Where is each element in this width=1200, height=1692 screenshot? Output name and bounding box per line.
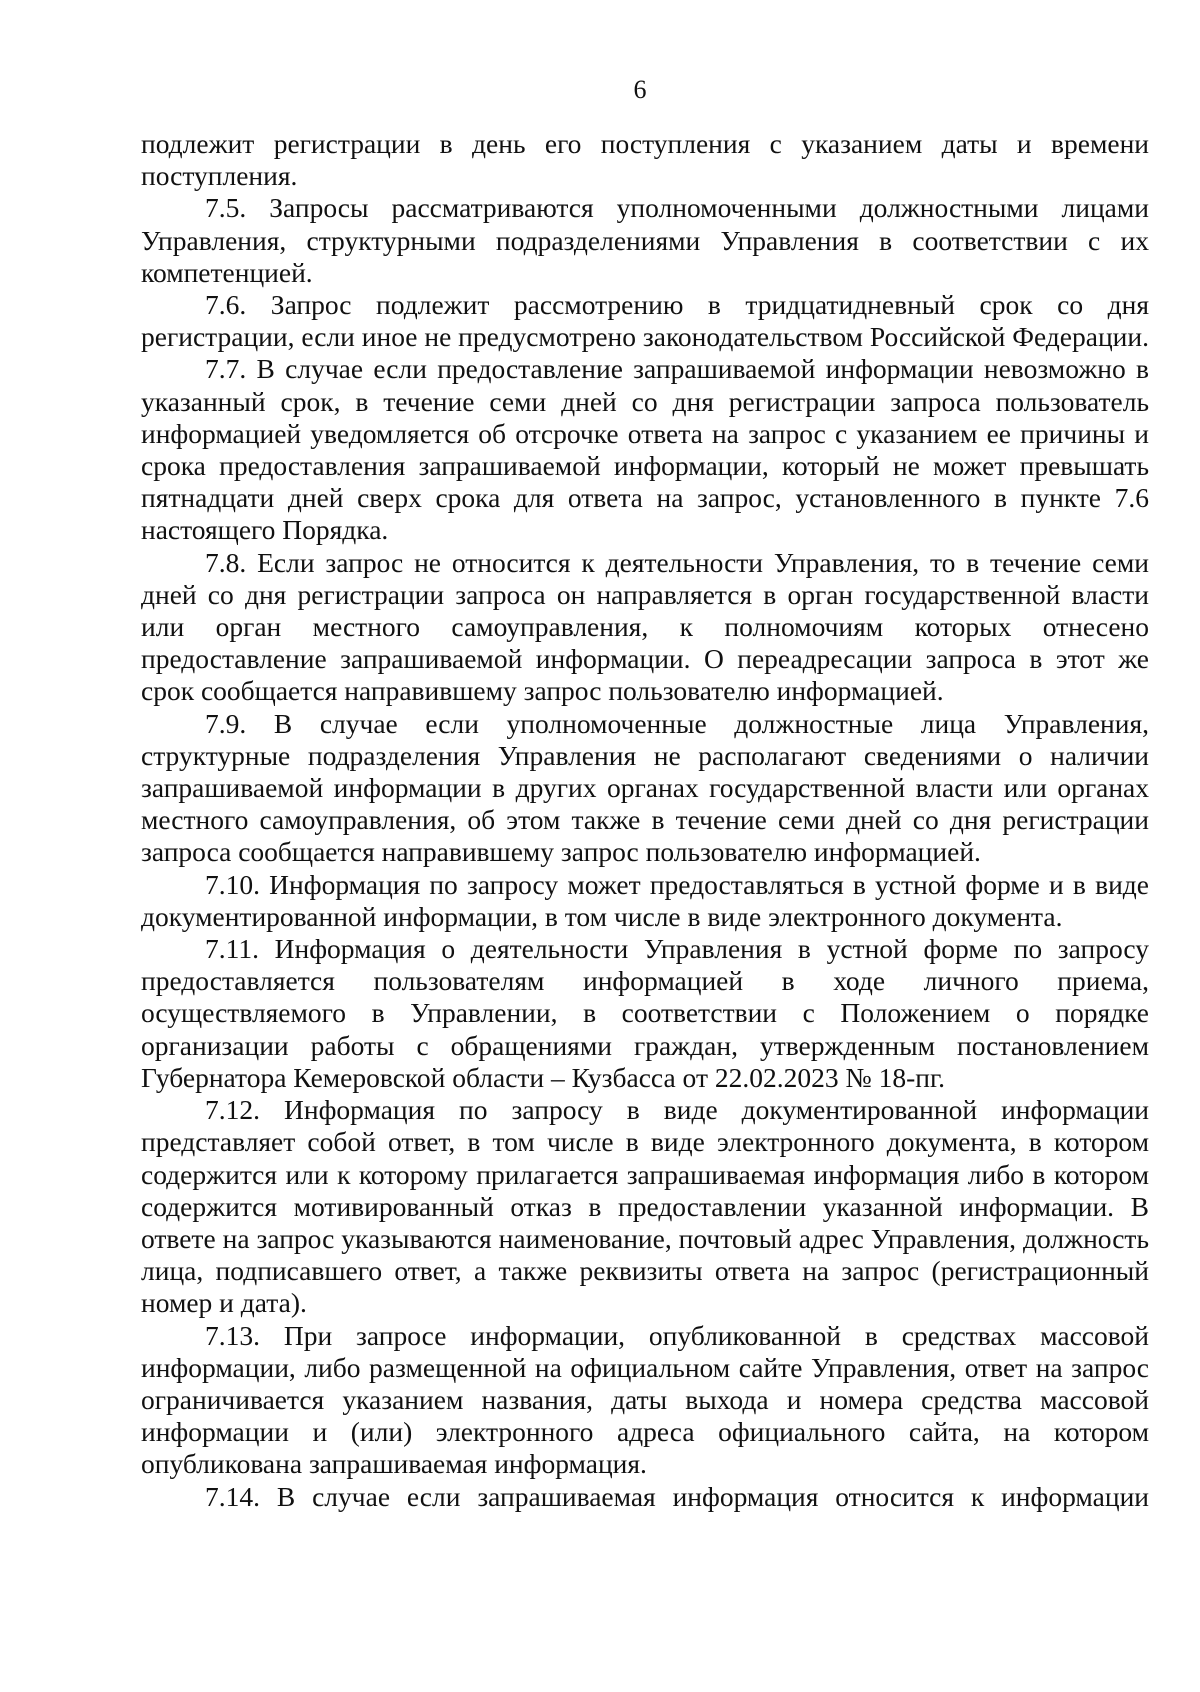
paragraph-7-10: 7.10. Информация по запросу может предоставляться в устной форме и в виде документированной информации, в том числе в виде электронного документа. [141,868,1149,932]
page-number: 6 [633,75,647,104]
paragraph-7-5: 7.5. Запросы рассматриваются уполномоченными должностными лицами Управления, структурными подразделениями Управления в соответствии с их компетенцией. [141,192,1149,288]
paragraph-7-6: 7.6. Запрос подлежит рассмотрению в тридцатидневный срок со дня регистрации, если иное не предусмотрено законодательством Российской Федерации. [141,289,1149,353]
body-text [141,128,1149,1513]
paragraph-continuation: подлежит регистрации в день его поступления с указанием даты и времени поступления. [141,128,1149,192]
paragraph-7-12: 7.12. Информация по запросу в виде документированной информации представляет собой ответ, в том числе в виде электронного документа, в котором содержится или к которому прилагается запрашиваемая информация либо в котором содержится мотивированный отказ в предоставлении указанной информации. В ответе на запрос указываются наименование, почтовый адрес Управления, должность лица, подписавшего ответ, а также реквизиты ответа на запрос (регистрационный номер и дата). [141,1094,1149,1319]
paragraph-7-11: 7.11. Информация о деятельности Управления в устной форме по запросу предоставляется пользователям информацией в ходе личного приема, осуществляемого в Управлении, в соответствии с Положением о порядке организации работы с обращениями граждан, утвержденным постановлением Губернатора Кемеровской области – Кузбасса от 22.02.2023 № 18-пг. [141,933,1149,1093]
paragraph-7-14: 7.14. В случае если запрашиваемая информация относится к информации [205,1480,1149,1512]
paragraph-7-9: 7.9. В случае если уполномоченные должностные лица Управления, структурные подразделения Управления не располагают сведениями о наличии запрашиваемой информации в других органах государственной власти или органах местного самоуправления, об этом также в течение семи дней со дня регистрации запроса сообщается направившему запрос пользователю информацией. [141,707,1149,868]
paragraph-7-13: 7.13. При запросе информации, опубликованной в средствах массовой информации, либо размещенной на официальном сайте Управления, ответ на запрос ограничивается указанием названия, даты выхода и номера средства массовой информации и (или) электронного адреса официального сайта, на котором опубликована запрашиваемая информация. [141,1319,1149,1480]
paragraph-7-7: 7.7. В случае если предоставление запрашиваемой информации невозможно в указанный срок, в течение семи дней со дня регистрации запроса пользователь информацией уведомляется об отсрочке ответа на запрос с указанием ее причины и срока предоставления запрашиваемой информации, который не может превышать пятнадцати дней сверх срока для ответа на запрос, установленного в пункте 7.6 настоящего Порядка. [141,353,1149,546]
paragraph-7-8: 7.8. Если запрос не относится к деятельности Управления, то в течение семи дней со дня регистрации запроса он направляется в орган государственной власти или орган местного самоуправления, к полномочиям которых отнесено предоставление запрашиваемой информации. О переадресации запроса в этот же срок сообщается направившему запрос пользователю информацией. [141,546,1149,707]
